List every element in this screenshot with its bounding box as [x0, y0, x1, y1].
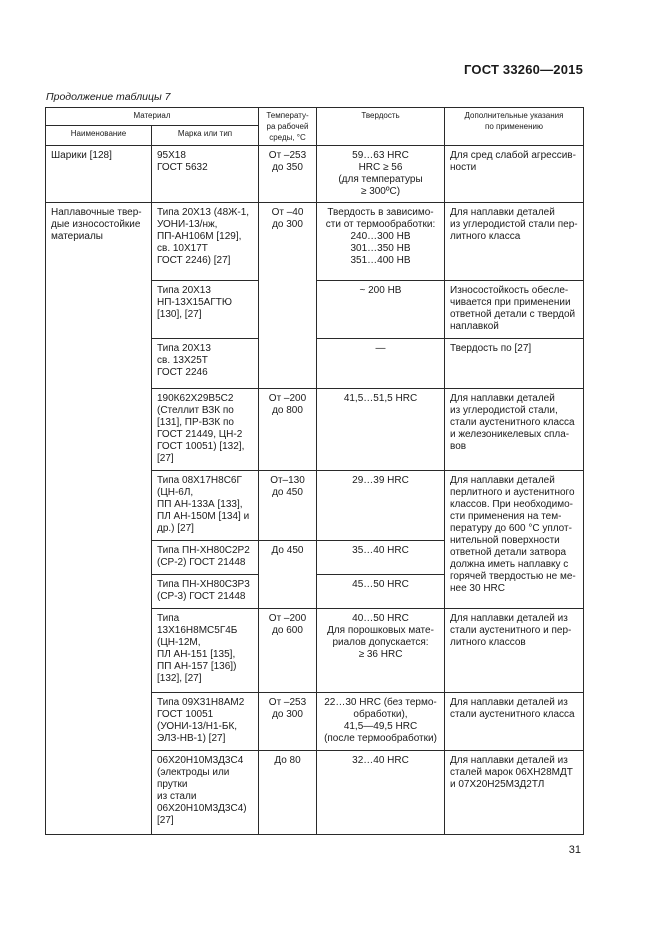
- cell-hardness: Твердость в зависимо- сти от термообработки: 240…300 HB 301…350 HB 351…400 HB: [317, 203, 445, 281]
- cell-hardness: —: [317, 339, 445, 389]
- cell-hardness: 45…50 HRC: [317, 575, 445, 609]
- header-grade: Марка или тип: [152, 126, 259, 146]
- cell-notes: Для наплавки деталей из стали аустенитного класса: [445, 693, 584, 751]
- cell-notes: Для наплавки деталей из углеродистой стали, стали аустенитного класса и железоникелевых спла- вов: [445, 389, 584, 471]
- cell-grade: Типа 09Х31Н8АМ2 ГОСТ 10051 (УОНИ-13/Н1-БК, ЭЛЗ-НВ-1) [27]: [152, 693, 259, 751]
- cell-name: Шарики [128]: [46, 146, 152, 203]
- cell-temperature: От –253 до 350: [259, 146, 317, 203]
- cell-temperature: От –253 до 300: [259, 693, 317, 751]
- cell-hardness: 32…40 HRC: [317, 751, 445, 835]
- cell-hardness: 29…39 HRC: [317, 471, 445, 541]
- header-material: Материал: [46, 108, 259, 126]
- cell-notes: Для наплавки деталей из сталей марок 06ХН28МДТ и 07Х20Н25М3Д2ТЛ: [445, 751, 584, 835]
- cell-grade: Типа ПН-ХН80С3Р3 (СР-3) ГОСТ 21448: [152, 575, 259, 609]
- cell-notes: Для наплавки деталей перлитного и аустенитного классов. При необходимо- сти применения на тем- пературу до 600 °С уплот- нительной поверхности ответной детали затвора должна иметь наплавку с горячей твердостью не ме- нее 30 HRC: [445, 471, 584, 609]
- cell-temperature: До 80: [259, 751, 317, 835]
- cell-grade: Типа 08Х17Н8С6Г (ЦН-6Л, ПП АН-133А [133], ПЛ АН-150М [134] и др.) [27]: [152, 471, 259, 541]
- cell-hardness: 41,5…51,5 HRC: [317, 389, 445, 471]
- cell-hardness: 35…40 HRC: [317, 541, 445, 575]
- table-caption: Продолжение таблицы 7: [46, 91, 171, 103]
- page-number: 31: [568, 844, 581, 856]
- header-hardness: Твердость: [317, 108, 445, 146]
- cell-grade: Типа ПН-ХН80С2Р2 (СР-2) ГОСТ 21448: [152, 541, 259, 575]
- cell-temperature: От –200 до 600: [259, 609, 317, 693]
- cell-notes: Твердость по [27]: [445, 339, 584, 389]
- header-temperature: Температу- ра рабочей среды, °С: [259, 108, 317, 146]
- cell-name: Наплавочные твер- дые износостойкие материалы: [46, 203, 152, 835]
- cell-temperature: От –200 до 800: [259, 389, 317, 471]
- cell-grade: Типа 20Х13 НП-13Х15АГТЮ [130], [27]: [152, 281, 259, 339]
- cell-temperature: До 450: [259, 541, 317, 609]
- cell-grade: 95Х18 ГОСТ 5632: [152, 146, 259, 203]
- cell-temperature: От–130 до 450: [259, 471, 317, 541]
- cell-grade: 190К62Х29В5С2 (Стеллит ВЗК по [131], ПР-ВЗК по ГОСТ 21449, ЦН-2 ГОСТ 10051) [132], [27]: [152, 389, 259, 471]
- cell-grade: Типа 20Х13 св. 13Х25Т ГОСТ 2246: [152, 339, 259, 389]
- header-name: Наименование: [46, 126, 152, 146]
- cell-hardness: 59…63 HRC HRC ≥ 56 (для температуры ≥ 300ºC): [317, 146, 445, 203]
- cell-temperature: От –40 до 300: [259, 203, 317, 389]
- cell-notes: Для наплавки деталей из углеродистой стали пер- литного класса: [445, 203, 584, 281]
- cell-hardness: 40…50 HRC Для порошковых мате- риалов допускается: ≥ 36 HRC: [317, 609, 445, 693]
- document-code: ГОСТ 33260—2015: [464, 62, 583, 77]
- cell-notes: Износостойкость обесле- чивается при применении ответной детали с твердой наплавкой: [445, 281, 584, 339]
- table-row: [46, 146, 584, 203]
- cell-hardness: ~ 200 HB: [317, 281, 445, 339]
- cell-notes: Для наплавки деталей из стали аустенитного и пер- литного классов: [445, 609, 584, 693]
- cell-hardness: 22…30 HRC (без термо- обработки), 41,5—49,5 HRC (после термообработки): [317, 693, 445, 751]
- cell-notes: Для сред слабой агрессив- ности: [445, 146, 584, 203]
- header-notes: Дополнительные указания по применению: [445, 108, 584, 146]
- cell-grade: 06Х20Н10М3Д3С4 (электроды или прутки из стали 06Х20Н10М3Д3С4) [27]: [152, 751, 259, 835]
- table-row: [46, 203, 584, 281]
- materials-table: [45, 107, 584, 835]
- cell-grade: Типа 13Х16Н8МС5Г4Б (ЦН-12М, ПЛ АН-151 [135], ПП АН-157 [136]) [132], [27]: [152, 609, 259, 693]
- cell-grade: Типа 20Х13 (48Ж-1, УОНИ-13/нж, ПП-АН106М [129], св. 10Х17Т ГОСТ 2246) [27]: [152, 203, 259, 281]
